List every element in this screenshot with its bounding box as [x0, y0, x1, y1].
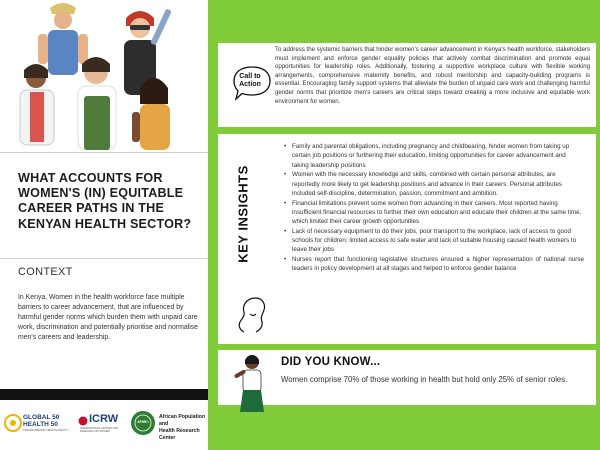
left-panel [0, 0, 208, 450]
call-to-action-label [232, 73, 268, 89]
key-insight-item: • Women with the necessary knowledge and skills, combined with certain personal attributes, are reportedly more likely to get leadership positions and advance in their careers. Personal attributes included self-discipline, determination, passion, commitment and ambition. [284, 170, 584, 198]
global-health-logo-text [23, 414, 68, 432]
page-title: WHAT ACCOUNTS FOR WOMEN'S (IN) EQUITABLE CAREER PATHS IN THE KENYAN HEALTH SECTOR? [18, 171, 192, 231]
cta-label-line2: Action [239, 81, 261, 88]
gh-line2: HEALTH 50 [23, 421, 58, 428]
call-to-action-text: To address the systemic barriers that hinder women's career advancement in Kenya's health workforce, stakeholders must implement and enforce gender equality policies that actively combat discrimination and promote equal opportunities for leadership roles. Additionally, fostering a supportive workplace culture with flexible working arrangements, comprehensive maternity benefits, and robust mentorship and capacity-building programs is essential. Encouraging family support systems that alleviate the burden of unpaid care work and challenging harmful gender norms that prioritize men's careers are critical steps toward creating a more inclusive and equitable work environment for women. [275, 46, 590, 105]
context-body: In Kenya, Women in the health workforce face multiple barriers to career advancement, that are influenced by harmful gender norms which burden them with unpaid care work, discrimination and potentially prioritise and normalise men's careers and leadership. [18, 294, 199, 341]
icrw-subtitle: INTERNATIONAL CENTER FOR RESEARCH ON WOMEN [80, 427, 119, 433]
aphrc-logo-text [159, 414, 207, 442]
did-you-know-heading: DID YOU KNOW... [281, 356, 381, 368]
partner-logos [0, 400, 208, 450]
icrw-logo-mark-icon [78, 416, 88, 426]
aphrc-line1: African Population and [159, 414, 206, 427]
worker-apron-woman [78, 57, 116, 150]
aphrc-line2: Health Research Center [159, 428, 200, 441]
worker-doctor-woman [20, 64, 54, 145]
gh-subtitle: TRANSFORMING HEALTH EQUITY [23, 428, 69, 432]
key-insight-item: • Nurses report that functioning legislative structures ensured a higher representation of national nurse leaders in policy development at all stages and helped to enforce gender balance [284, 255, 584, 274]
call-to-action-card [218, 43, 596, 127]
global-health-logo-icon [4, 414, 22, 432]
aphrc-badge-text: APHRC [137, 420, 149, 424]
woman-pointing-icon [232, 352, 272, 416]
key-insight-item: • Family and parental obligations, including pregnancy and childbearing, hinder women from taking up certain job positions or furthering their education, limiting opportunities for career advancement and taking leadership positions [284, 142, 584, 170]
key-insights-card [218, 134, 596, 344]
top-divider [0, 152, 208, 153]
gh-line1: GLOBAL 50 [23, 414, 60, 421]
did-you-know-text: Women comprise 70% of those working in health but hold only 25% of senior roles. [281, 375, 568, 384]
footer-black-bar [0, 389, 208, 400]
worker-cap-woman [38, 3, 88, 75]
key-insights-heading-text: KEY INSIGHTS [235, 165, 251, 263]
key-insights-heading [230, 144, 256, 284]
title-divider [0, 258, 208, 259]
cta-label-line1: Call to [239, 73, 261, 80]
icrw-logo-text: ICRW [89, 413, 119, 425]
key-insight-item: • Lack of necessary equipment to do their jobs, poor transport to the workplace, lack of access to good schools for children; limited access to safe water and lack of suitable housing caused health workers to leave their jobs [284, 227, 584, 255]
key-insight-item: • Financial limitations prevent some women from advancing in their careers. Most reported having insufficient financial resources to further their own education and educate their children at the same time, which limited their career growth opportunities [284, 199, 584, 227]
right-panel [208, 0, 600, 450]
did-you-know-card [218, 350, 596, 405]
women-health-workers-illustration [8, 0, 204, 150]
key-insights-list [284, 142, 584, 274]
woman-profile-line-icon [230, 292, 272, 334]
context-heading: CONTEXT [18, 266, 73, 278]
